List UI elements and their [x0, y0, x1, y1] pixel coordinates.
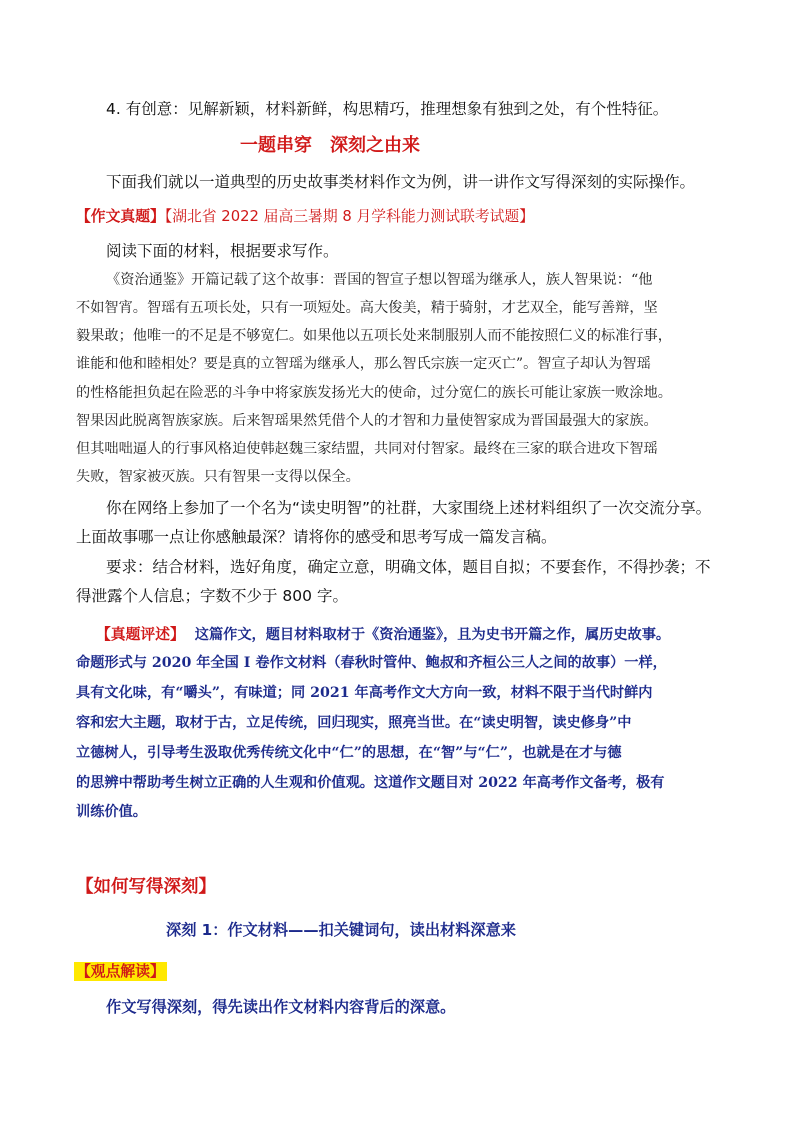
review-tag: 【真题评述】: [96, 626, 185, 643]
viewpoint-tag-wrap: [74, 962, 167, 982]
story-line: 失败，智家被灭族。只有智果一支得以保全。: [76, 469, 360, 485]
story-line: 智果因此脱离智族家族。后来智瑶果然凭借个人的才智和力量使智家成为晋国最强大的家族。: [76, 413, 658, 429]
review-line: 命题形式与 2020 年全国 I 卷作文材料（春秋时管仲、鲍叔和齐桓公三人之间的故事）一样，: [76, 655, 667, 671]
story-line: 的性格能担负起在险恶的斗争中将家族发扬光大的使命，过分宽仁的族长可能让家族一败涂地。: [76, 385, 672, 401]
story-line: 谁能和他和睦相处？要是真的立智瑶为继承人，那么智氏宗族一定灭亡”。智宣子却认为智瑶: [76, 356, 651, 372]
section-title: 一题串穿 深刻之由来: [240, 135, 420, 156]
question-tag: 【作文真题】: [76, 208, 165, 225]
review-first-line: [96, 624, 670, 645]
story-line: 毅果敢；他唯一的不足是不够宽仁。如果他以五项长处来制服别人而不能按照仁义的标准行事，: [76, 328, 672, 344]
review-line: 训练价值。: [76, 804, 147, 820]
criterion-item-4: 4. 有创意：见解新颖，材料新鲜，构思精巧，推理想象有独到之处，有个性特征。: [106, 100, 669, 118]
task-line: 你在网络上参加了一个名为“读史明智”的社群，大家围绕上述材料组织了一次交流分享。: [106, 499, 712, 517]
requirement-line: 得泄露个人信息；字数不少于 800 字。: [76, 587, 348, 605]
story-line: 但其咄咄逼人的行事风格迫使韩赵魏三家结盟，共同对付智家。最终在三家的联合进攻下智瑶: [76, 441, 658, 457]
review-line: 具有文化味，有“嚼头”，有味道；同 2021 年高考作文大方向一致，材料不限于当代时鲜内: [76, 685, 653, 701]
how-to-deepen-title: 【如何写得深刻】: [76, 877, 216, 897]
question-header: [76, 207, 534, 227]
task-line: 上面故事哪一点让你感触最深？请将你的感受和思考写成一篇发言稿。: [76, 528, 557, 546]
instruction: 阅读下面的材料，根据要求写作。: [106, 242, 339, 260]
question-source: 【湖北省 2022 届高三暑期 8 月学科能力测试联考试题】: [164, 208, 535, 225]
viewpoint-text: 作文写得深刻，得先读出作文材料内容背后的深意。: [106, 998, 456, 1016]
review-text: 这篇作文，题目材料取材于《资治通鉴》，且为史书开篇之作，属历史故事。: [194, 627, 671, 643]
story-line: 不如智宵。智瑶有五项长处，只有一项短处。高大俊美，精于骑射，才艺双全，能写善辩，坚: [76, 300, 658, 316]
requirement-line: 要求：结合材料，选好角度，确定立意，明确文体，题目自拟；不要套作，不得抄袭；不: [106, 558, 711, 576]
viewpoint-tag: 【观点解读】: [76, 963, 165, 980]
review-line: 容和宏大主题，取材于古，立足传统，回归现实，照亮当世。在“读史明智，读史修身”中: [76, 715, 632, 731]
story-line: 《资治通鉴》开篇记载了这个故事：晋国的智宣子想以智瑶为继承人，族人智果说：“他: [106, 272, 653, 288]
review-line: 的思辨中帮助考生树立正确的人生观和价值观。这道作文题目对 2022 年高考作文备考，极有: [76, 775, 665, 791]
deep-point-1-title: 深刻 1：作文材料——扣关键词句，读出材料深意来: [166, 921, 516, 939]
intro-paragraph: 下面我们就以一道典型的历史故事类材料作文为例，讲一讲作文写得深刻的实际操作。: [106, 173, 696, 191]
review-line: 立德树人，引导考生汲取优秀传统文化中“仁”的思想，在“智”与“仁”，也就是在才与德: [76, 745, 622, 761]
